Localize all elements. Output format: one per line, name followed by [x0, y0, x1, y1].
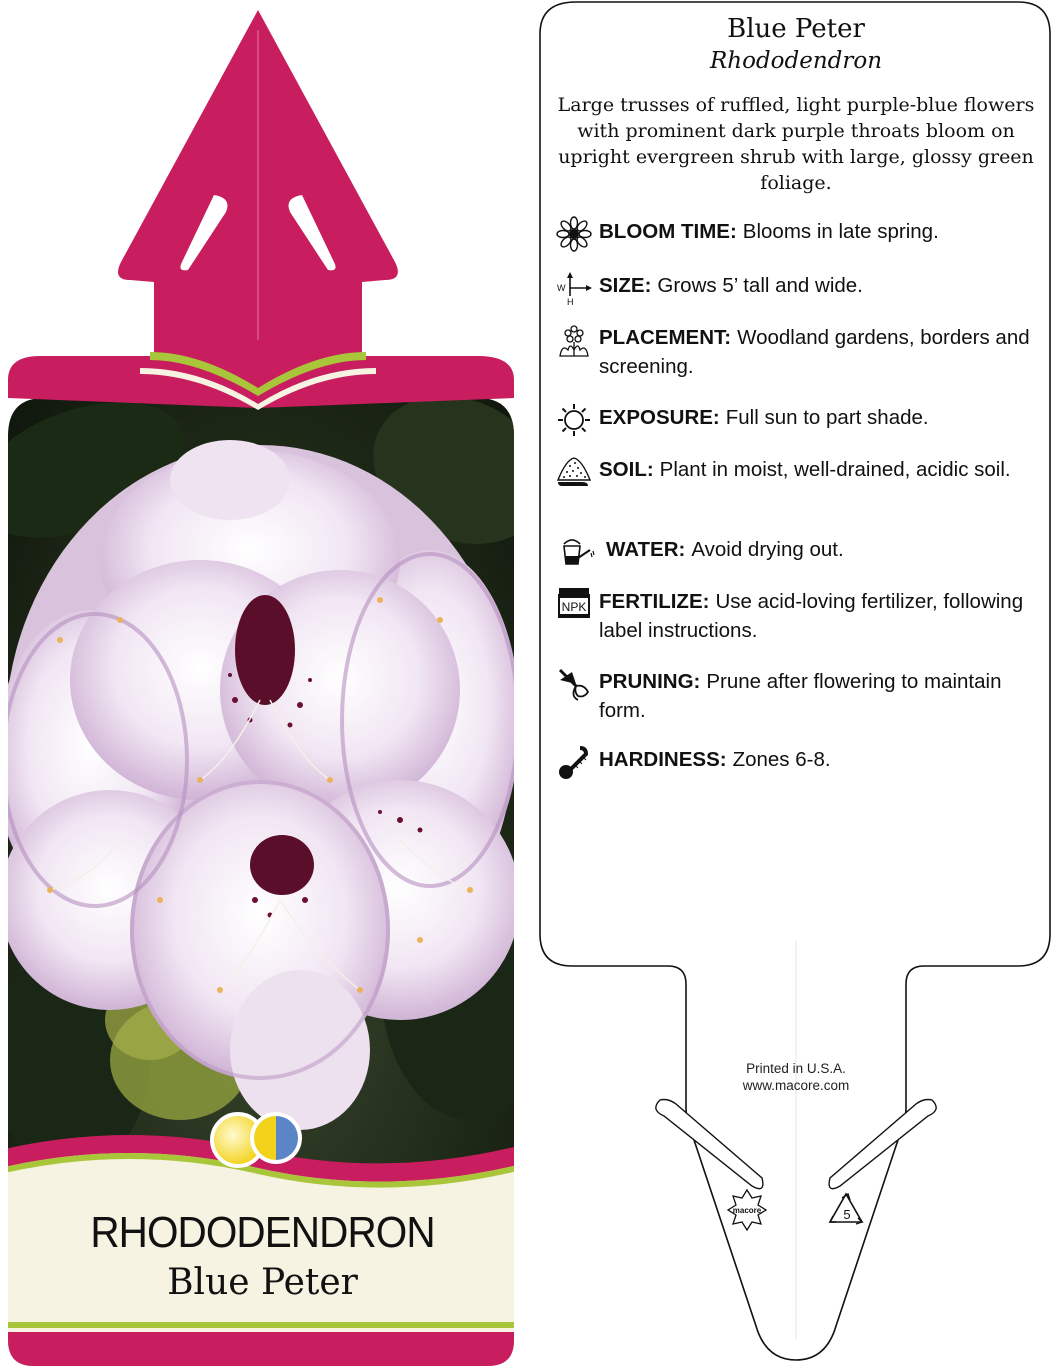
size-arrows-icon — [556, 270, 592, 306]
care-value: Woodland gardens, borders and screening. — [599, 326, 1030, 378]
care-label: BLOOM TIME: — [599, 220, 737, 243]
care-row-exposure — [556, 400, 1036, 436]
care-value: Grows 5’ tall and wide. — [657, 274, 863, 297]
care-row-pruning — [556, 664, 1036, 724]
care-value: Use acid-loving fertilizer, following label instructions. — [599, 590, 1024, 642]
pruners-icon — [556, 666, 592, 702]
care-row-soil — [556, 452, 1036, 512]
placement-plants-icon — [556, 322, 592, 358]
care-label: EXPOSURE: — [599, 406, 720, 429]
care-row-size — [556, 268, 1036, 304]
printed-info — [680, 1060, 912, 1094]
soil-mound-icon — [556, 454, 592, 490]
care-label: PLACEMENT: — [599, 326, 732, 349]
npk-label: NPK — [561, 600, 587, 614]
care-value: Plant in moist, well-drained, acidic soil. — [659, 458, 1011, 481]
sun-icon — [556, 402, 592, 438]
genus-name: RHODODENDRON — [90, 1208, 435, 1257]
care-label: SOIL: — [599, 458, 654, 481]
care-value: Avoid drying out. — [691, 538, 844, 561]
care-value: Blooms in late spring. — [742, 220, 939, 243]
website-line: www.macore.com — [742, 1078, 850, 1093]
care-label: HARDINESS: — [599, 748, 727, 771]
care-label: WATER: — [606, 538, 686, 561]
thermometer-icon — [556, 744, 592, 780]
care-row-fertilize — [556, 584, 1036, 644]
care-label: FERTILIZE: — [599, 590, 710, 613]
fertilizer-box-icon — [556, 586, 592, 622]
care-value: Full sun to part shade. — [725, 406, 929, 429]
care-value: Zones 6-8. — [732, 748, 831, 771]
care-row-water — [556, 532, 1036, 568]
plant-genus-italic: Rhododendron — [709, 48, 883, 74]
care-label: PRUNING: — [599, 670, 701, 693]
care-row-placement — [556, 320, 1036, 380]
logo-text: macore — [732, 1206, 762, 1215]
care-label: SIZE: — [599, 274, 652, 297]
care-value: Prune after flowering to maintain form. — [599, 670, 1002, 722]
size-icon-height-letter: H — [567, 297, 574, 306]
cultivar-name: Blue Peter — [167, 1262, 358, 1303]
plant-title: Blue Peter — [727, 14, 865, 44]
watering-can-icon — [556, 534, 596, 570]
size-icon-width-letter: W — [557, 283, 566, 293]
care-row-hardiness — [556, 742, 1036, 778]
care-row-bloom-time — [556, 214, 1036, 250]
flower-icon — [556, 216, 592, 252]
plant-description: Large trusses of ruffled, light purple-blue flowers with prominent dark purple throats bloom on upright evergreen shrub with large, glossy green foliage. — [557, 94, 1035, 194]
printed-in-line: Printed in U.S.A. — [746, 1061, 846, 1076]
macore-logo — [728, 1190, 766, 1230]
recycle-number: 5 — [843, 1207, 851, 1222]
